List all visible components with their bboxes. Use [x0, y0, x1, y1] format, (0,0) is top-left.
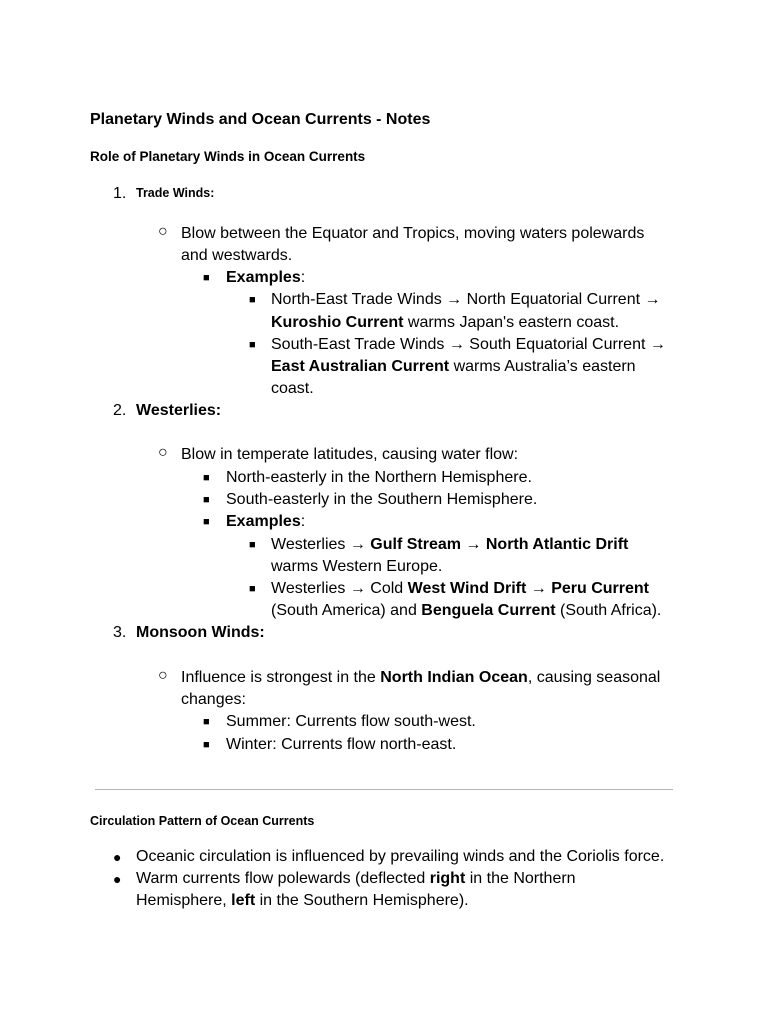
- trade-winds-heading: Trade Winds:: [136, 186, 215, 200]
- list-number-1: 1.: [113, 185, 127, 202]
- circulation-bullet-2-line2: Hemisphere, left in the Southern Hemisphere).: [136, 892, 469, 909]
- section-heading-circulation: Circulation Pattern of Ocean Currents: [90, 814, 315, 828]
- westerlies-example-1-line1: Westerlies → Gulf Stream → North Atlantic Drift: [271, 536, 629, 553]
- square-bullet: ■: [203, 716, 210, 728]
- square-bullet: ■: [249, 539, 256, 551]
- trade-example-2-line2: East Australian Current warms Australia’s eastern: [271, 358, 636, 375]
- list-number-3: 3.: [113, 624, 127, 641]
- circulation-bullet-1: Oceanic circulation is influenced by prevailing winds and the Coriolis force.: [136, 848, 665, 865]
- square-bullet: ■: [203, 516, 210, 528]
- trade-winds-desc-line2: and westwards.: [181, 247, 293, 264]
- circulation-bullet-2-line1: Warm currents flow polewards (deflected right in the Northern: [136, 870, 576, 887]
- westerlies-example-2-line2: (South America) and Benguela Current (South Africa).: [271, 602, 662, 619]
- square-bullet: ■: [249, 339, 256, 351]
- circle-bullet: ○: [158, 223, 168, 240]
- square-bullet: ■: [249, 583, 256, 595]
- westerlies-heading: Westerlies:: [136, 402, 222, 419]
- square-bullet: ■: [203, 739, 210, 751]
- monsoon-sub-2: Winter: Currents flow north-east.: [226, 736, 457, 753]
- monsoon-desc-line2: changes:: [181, 691, 246, 708]
- square-bullet: ■: [203, 472, 210, 484]
- trade-example-1-line2: Kuroshio Current warms Japan's eastern coast.: [271, 314, 620, 331]
- square-bullet: ■: [249, 294, 256, 306]
- westerlies-sub-1: North-easterly in the Northern Hemisphere.: [226, 469, 532, 486]
- list-number-2: 2.: [113, 402, 127, 419]
- page-title: Planetary Winds and Ocean Currents - Notes: [90, 111, 431, 128]
- trade-example-2-line3: coast.: [271, 380, 314, 397]
- trade-examples-label: Examples:: [226, 269, 306, 286]
- monsoon-heading: Monsoon Winds:: [136, 624, 265, 641]
- trade-example-1-line1: North-East Trade Winds → North Equatorial Current →: [271, 291, 661, 308]
- westerlies-example-1-line2: warms Western Europe.: [271, 558, 443, 575]
- square-bullet: ■: [203, 272, 210, 284]
- monsoon-sub-1: Summer: Currents flow south-west.: [226, 713, 476, 730]
- westerlies-example-2-line1: Westerlies → Cold West Wind Drift → Peru Current: [271, 580, 649, 597]
- section-divider: [95, 789, 673, 790]
- westerlies-desc: Blow in temperate latitudes, causing water flow:: [181, 446, 519, 463]
- square-bullet: ■: [203, 494, 210, 506]
- dot-bullet: ●: [113, 849, 122, 865]
- monsoon-desc-line1: Influence is strongest in the North Indian Ocean, causing seasonal: [181, 669, 661, 686]
- trade-example-2-line1: South-East Trade Winds → South Equatorial Current →: [271, 336, 666, 353]
- dot-bullet: ●: [113, 871, 122, 887]
- westerlies-sub-2: South-easterly in the Southern Hemisphere.: [226, 491, 538, 508]
- westerlies-examples-label: Examples:: [226, 513, 306, 530]
- section-heading-planetary-winds: Role of Planetary Winds in Ocean Currents: [90, 149, 366, 164]
- circle-bullet: ○: [158, 444, 168, 461]
- circle-bullet: ○: [158, 667, 168, 684]
- trade-winds-desc-line1: Blow between the Equator and Tropics, moving waters polewards: [181, 225, 645, 242]
